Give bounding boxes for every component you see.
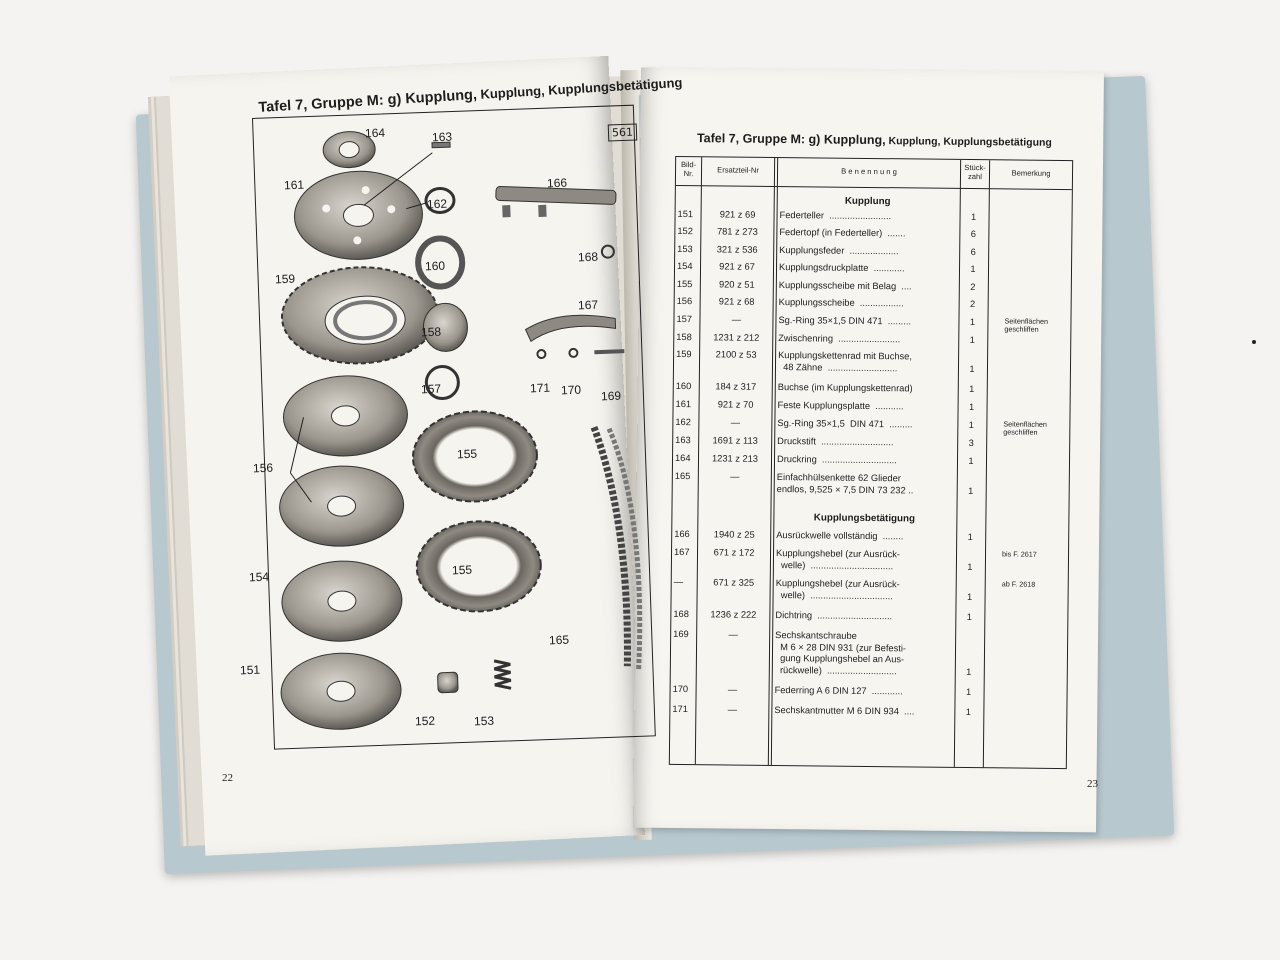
section-kupplung: Kupplung [844,195,891,208]
cell-stueckzahl: 2 [970,282,976,293]
cell-benennung: Kupplungsdruckplatte ............ [778,262,905,274]
cell-ersatzteil-nr: 920 z 51 [718,279,755,290]
clutch-sprocket-159 [280,265,439,366]
cell-stueckzahl: 2 [970,299,976,310]
table-row [675,243,1071,258]
table-row [674,398,1070,413]
cell-ersatzteil-nr: 921 z 67 [719,261,755,272]
nut-171 [537,350,545,358]
cell-bild-nr: 153 [677,243,693,255]
callout-165: 165 [548,632,570,648]
left-page-number: 22 [222,772,233,784]
cell-bild-nr: 152 [677,225,693,237]
table-row [674,348,1070,374]
cell-ersatzteil-nr: — [727,684,738,695]
table-row [672,576,1068,602]
cell-benennung: Sechskantschraube M 6 × 28 DIN 931 (zur Befesti- gung Kupplungshebel an Aus- rückwelle) ........................... [774,630,907,676]
cell-bemerkung [1003,474,1067,475]
table-row [675,295,1071,310]
cell-benennung: Federring A 6 DIN 127 ............ [774,685,903,697]
spring-153 [494,660,511,689]
cell-ersatzteil-nr: 671 z 172 [713,547,755,558]
cell-bild-nr: 166 [674,528,690,540]
cell-stueckzahl: 1 [970,264,976,275]
cell-bild-nr: 159 [676,348,692,360]
cell-stueckzahl: 1 [968,402,975,413]
cell-ersatzteil-nr: — [730,471,740,482]
cell-benennung: Einfachhülsenkette 62 Glieder endlos, 9,525 × 7,5 DIN 73 232 .. [776,472,914,495]
lined-disc-155b [415,519,542,613]
callout-168: 168 [577,249,599,265]
cell-bemerkung [1005,299,1069,300]
cell-bild-nr: 162 [675,416,691,428]
callout-164: 164 [364,125,386,141]
callout-154: 154 [248,569,270,585]
header-benennung: B e n e n n u n g [841,166,897,177]
cell-ersatzteil-nr: — [730,417,741,428]
cell-benennung: Kupplungskettenrad mit Buchse, 48 Zähne ........................... [777,350,913,373]
cell-stueckzahl: 1 [968,485,974,496]
cell-stueckzahl: 1 [967,561,973,572]
cell-stueckzahl: 1 [969,335,975,346]
callout-160: 160 [424,258,446,274]
cell-stueckzahl: 3 [968,438,974,449]
callout-166: 166 [546,175,568,191]
cell-bild-nr: 151 [677,208,694,220]
cell-bemerkung [1005,229,1069,230]
cell-bild-nr: 164 [674,452,691,464]
cell-bild-nr: 168 [673,608,689,620]
cell-benennung: Dichtring ............................. [775,610,893,622]
clutch-disc-156b [278,464,405,548]
cell-benennung: Zwischenring ........................ [778,333,901,345]
background-speck [1252,340,1256,344]
washer-170 [569,349,577,357]
table-row [671,628,1067,677]
cell-bemerkung: Seitenflächen geschliffen [1004,316,1049,334]
header-ersatzteil-nr: Ersatzteil-Nr [717,165,759,175]
cell-bild-nr: 161 [675,398,692,410]
clutch-lever-167 [525,314,616,342]
cell-stueckzahl: 1 [966,666,972,677]
cell-benennung: Federtopf (in Federteller) ....... [779,227,906,239]
cell-bemerkung [1004,352,1068,353]
cell-bild-nr: 157 [676,313,693,325]
cell-ersatzteil-nr: 1231 z 212 [713,332,760,343]
cell-ersatzteil-nr: — [731,314,742,325]
cell-benennung: Sechskantmutter M 6 DIN 934 .... [774,705,915,717]
callout-170: 170 [560,382,582,398]
seal-ring-168 [602,245,614,257]
exploded-view-figure [252,105,656,750]
cell-ersatzteil-nr: 781 z 273 [716,226,758,237]
cell-stueckzahl: 1 [968,456,974,467]
right-page-title: Tafel 7, Gruppe M: g) Kupplung, Kupplung, Kupplungsbetätigung [696,131,1052,149]
cell-bild-nr: 165 [674,470,691,482]
cell-bemerkung [1001,612,1065,613]
cell-bemerkung [1006,212,1070,213]
callout-162: 162 [426,196,448,212]
cell-benennung: Kupplungsscheibe mit Belag .... [778,280,912,292]
cell-benennung: Ausrückwelle vollständig ........ [776,530,904,542]
cell-ersatzteil-nr: 1691 z 113 [712,435,758,446]
cell-benennung: Sg.-Ring 35×1,5 DIN 471 ......... [777,418,913,430]
table-row [676,208,1072,223]
plate-number: 561 [608,123,638,141]
section-kupplungsbetaetigung: Kupplungsbetätigung [813,512,916,525]
table-row [675,313,1071,334]
header-stueckzahl: Stück- zahl [964,162,986,181]
cell-ersatzteil-nr: 184 z 317 [715,381,757,392]
cell-bemerkung [1003,456,1067,457]
cell-bemerkung: Seitenflächen geschliffen [1003,419,1048,437]
cell-benennung: Kupplungsfeder ................... [779,245,899,257]
cell-bemerkung [1004,402,1068,403]
cell-ersatzteil-nr: — [727,704,738,715]
callout-169: 169 [600,388,622,404]
cell-bild-nr: 154 [676,260,693,272]
table-row [672,528,1068,543]
table-row [672,546,1068,572]
right-page-number: 23 [1087,778,1098,790]
cell-stueckzahl: 1 [970,212,977,223]
cell-bemerkung [1005,282,1069,283]
left-page-title: Tafel 7, Gruppe M: g) Kupplung, Kupplung, Kupplungsbetätigung [258,74,683,116]
screw-169 [594,349,624,354]
table-row [671,608,1067,623]
cell-ersatzteil-nr: 921 z 68 [718,296,755,307]
cell-bemerkung: ab F. 2618 [1001,579,1036,589]
cell-bild-nr: 160 [675,380,692,392]
table-row [671,683,1067,698]
cell-bemerkung [1000,707,1064,708]
callout-159: 159 [274,271,296,287]
spring-plate-151 [280,651,403,731]
cell-bild-nr: 167 [673,546,690,558]
table-row [670,703,1066,718]
pressure-plate-154 [281,559,404,643]
cell-ersatzteil-nr: — [728,629,738,640]
cell-stueckzahl: 1 [965,707,972,718]
cell-benennung: Kupplungshebel (zur Ausrück- welle) ................................ [775,578,900,601]
cell-benennung: Druckring ............................. [776,454,897,466]
callout-155b: 155 [451,562,473,578]
cell-stueckzahl: 1 [967,532,973,543]
header-bild-nr: Bild- Nr. [680,160,697,178]
callout-156: 156 [252,460,274,476]
cell-bemerkung [1005,264,1069,265]
cell-benennung: Buchse (im Kupplungskettenrad) [777,382,913,394]
fixed-plate-161 [293,169,424,261]
cell-bild-nr: 163 [675,434,691,446]
cell-stueckzahl: 1 [965,687,972,698]
cell-stueckzahl: 1 [969,363,975,374]
cell-ersatzteil-nr: 321 z 536 [716,244,758,255]
cell-bild-nr: — [673,576,684,588]
parts-table [669,156,1073,769]
clutch-parts-drawing [253,106,655,749]
cell-benennung: Feste Kupplungsplatte ........... [777,400,904,412]
cell-bemerkung [1003,438,1067,439]
cell-bild-nr: 170 [672,683,689,695]
callout-158: 158 [420,324,442,340]
cell-bild-nr: 158 [676,331,692,343]
cell-stueckzahl: 1 [966,612,973,623]
cell-benennung: Druckstift ............................ [777,436,894,448]
cell-ersatzteil-nr: 921 z 70 [717,399,754,410]
cell-bemerkung [1005,247,1069,248]
table-row [673,470,1069,496]
cell-stueckzahl: 1 [968,420,975,431]
cell-bild-nr: 156 [676,295,693,307]
table-row [673,452,1069,467]
cell-benennung: Sg.-Ring 35×1,5 DIN 471 ......... [778,315,912,327]
callout-171: 171 [529,380,551,396]
cell-stueckzahl: 6 [970,229,977,240]
callout-155a: 155 [456,446,478,462]
callout-153: 153 [473,713,495,729]
header-bemerkung: Bemerkung [1011,168,1051,178]
parts-table-container [669,156,1071,767]
cell-ersatzteil-nr: 2100 z 53 [715,349,757,360]
callout-163: 163 [431,129,453,145]
cell-ersatzteil-nr: 921 z 69 [719,209,756,220]
table-row [674,380,1070,395]
cell-ersatzteil-nr: 1231 z 213 [711,453,759,464]
cell-stueckzahl: 1 [966,591,973,602]
cell-bemerkung [1001,632,1065,633]
table-row [673,416,1069,437]
callout-161: 161 [283,177,305,193]
cell-ersatzteil-nr: 1940 z 25 [713,529,755,540]
callout-157: 157 [420,381,442,397]
cell-bemerkung [1004,335,1068,336]
table-row [675,225,1071,240]
cell-bemerkung [1004,384,1068,385]
callout-151: 151 [239,662,261,678]
cell-benennung: Kupplungsscheibe ................. [778,297,904,309]
cell-bemerkung [1002,532,1066,533]
cell-bild-nr: 155 [676,278,693,290]
spring-cup-152 [437,672,458,693]
cell-bemerkung [1001,687,1065,688]
cell-benennung: Federteller ........................ [779,210,892,222]
cell-ersatzteil-nr: 671 z 325 [713,577,755,588]
cell-bemerkung: bis F. 2617 [1001,549,1037,559]
clutch-disc-156a [282,374,409,458]
cell-stueckzahl: 1 [969,384,975,395]
cell-stueckzahl: 6 [970,247,976,258]
table-row [675,278,1071,293]
callout-167: 167 [577,297,599,313]
callout-152: 152 [414,713,436,729]
cell-bild-nr: 169 [673,628,689,640]
cell-ersatzteil-nr: 1236 z 222 [710,609,757,620]
cell-benennung: Kupplungshebel (zur Ausrück- welle) ................................ [775,548,901,571]
cell-bild-nr: 171 [672,703,688,715]
table-row [675,260,1071,275]
cell-stueckzahl: 1 [969,317,976,328]
